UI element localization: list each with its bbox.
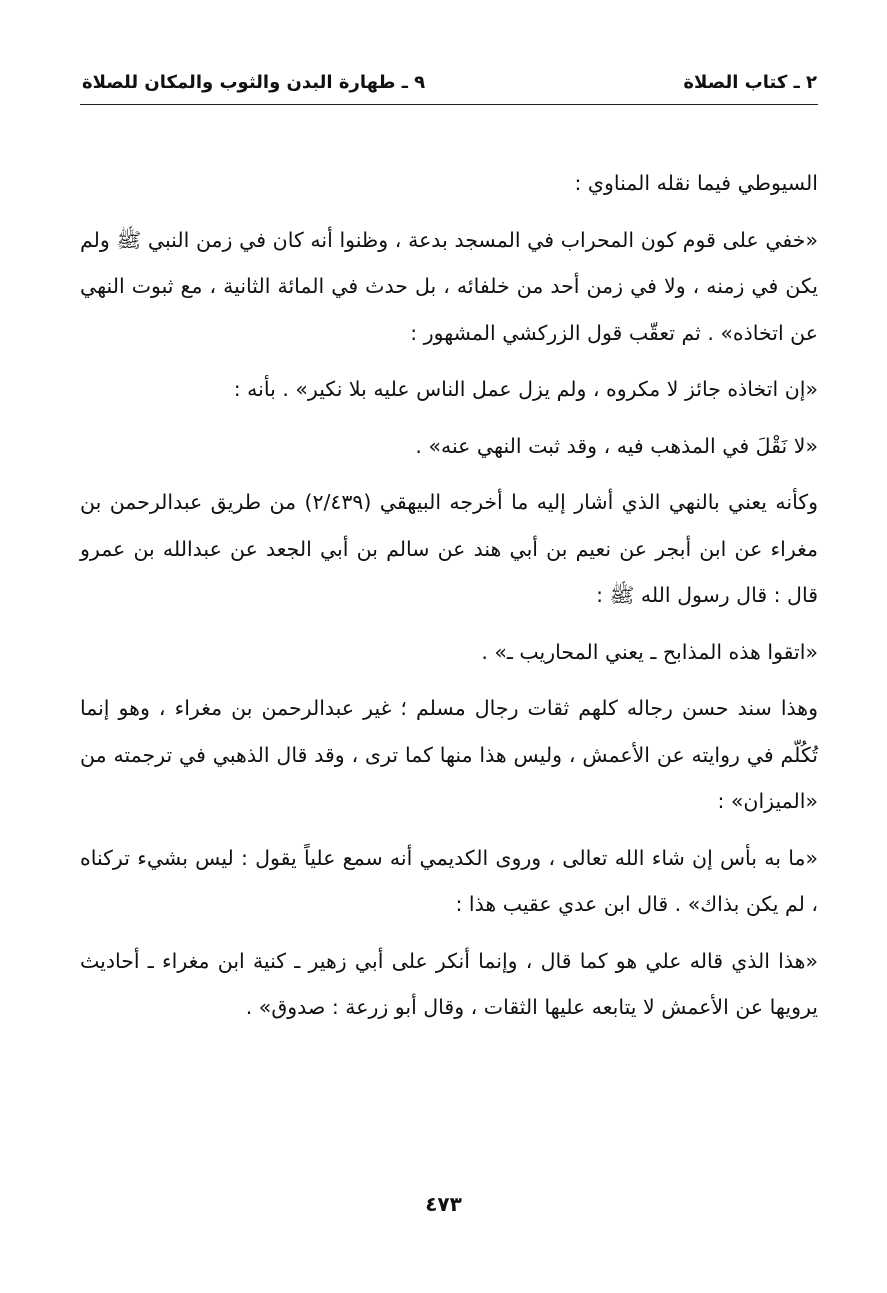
page-number: ٤٧٣ — [425, 1192, 462, 1216]
paragraph-2: «خفي على قوم كون المحراب في المسجد بدعة ، وظنوا أنه كان في زمن النبي ﷺ ولم يكن في زمنه ، ولا في زمن أحد من خلفائه ، بل حدث في المائة الثانية ، مع ثبوت النهي عن اتخاذه» . ثم تعقّب قول الزركشي المشهور : — [80, 227, 818, 345]
section-title: ٩ ـ طهارة البدن والثوب والمكان للصلاة — [82, 71, 426, 93]
paragraph-4: «لا نَقْلَ في المذهب فيه ، وقد ثبت النهي عنه» . — [415, 433, 818, 458]
page-body — [80, 160, 818, 1041]
header-divider — [80, 104, 818, 105]
paragraph-6: «اتقوا هذه المذابح ـ يعني المحاريب ـ» . — [481, 639, 818, 664]
paragraph-8: «ما به بأس إن شاء الله تعالى ، وروى الكديمي أنه سمع علياً يقول : ليس بشيء تركناه ، لم يكن بذاك» . قال ابن عدي عقيب هذا : — [80, 845, 818, 916]
paragraph-1: السيوطي فيما نقله المناوي : — [574, 171, 818, 195]
paragraph-7: وهذا سند حسن رجاله كلهم ثقات رجال مسلم ؛ غير عبدالرحمن بن مغراء ، وهو إنما تُكُلّم في روايته عن الأعمش ، وليس هذا منها كما ترى ، وقد قال الذهبي في ترجمته من «الميزان» : — [80, 696, 818, 813]
paragraph-5: وكأنه يعني بالنهي الذي أشار إليه ما أخرجه البيهقي (٢/٤٣٩) من طريق عبدالرحمن بن مغراء عن ابن أبجر عن نعيم بن أبي هند عن سالم بن أبي الجعد عن عبدالله بن عمرو قال : قال رسول الله ﷺ : — [80, 490, 818, 607]
paragraph-3: «إن اتخاذه جائز لا مكروه ، ولم يزل عمل الناس عليه بلا نكير» . بأنه : — [233, 377, 818, 401]
paragraph-9: «هذا الذي قاله علي هو كما قال ، وإنما أنكر على أبي زهير ـ كنية ابن مغراء ـ أحاديث يرويها عن الأعمش لا يتابعه عليها الثقات ، وقال أبو زرعة : صدوق» . — [80, 948, 818, 1019]
chapter-title: ٢ ـ كتاب الصلاة — [683, 71, 817, 93]
running-header — [82, 64, 817, 100]
